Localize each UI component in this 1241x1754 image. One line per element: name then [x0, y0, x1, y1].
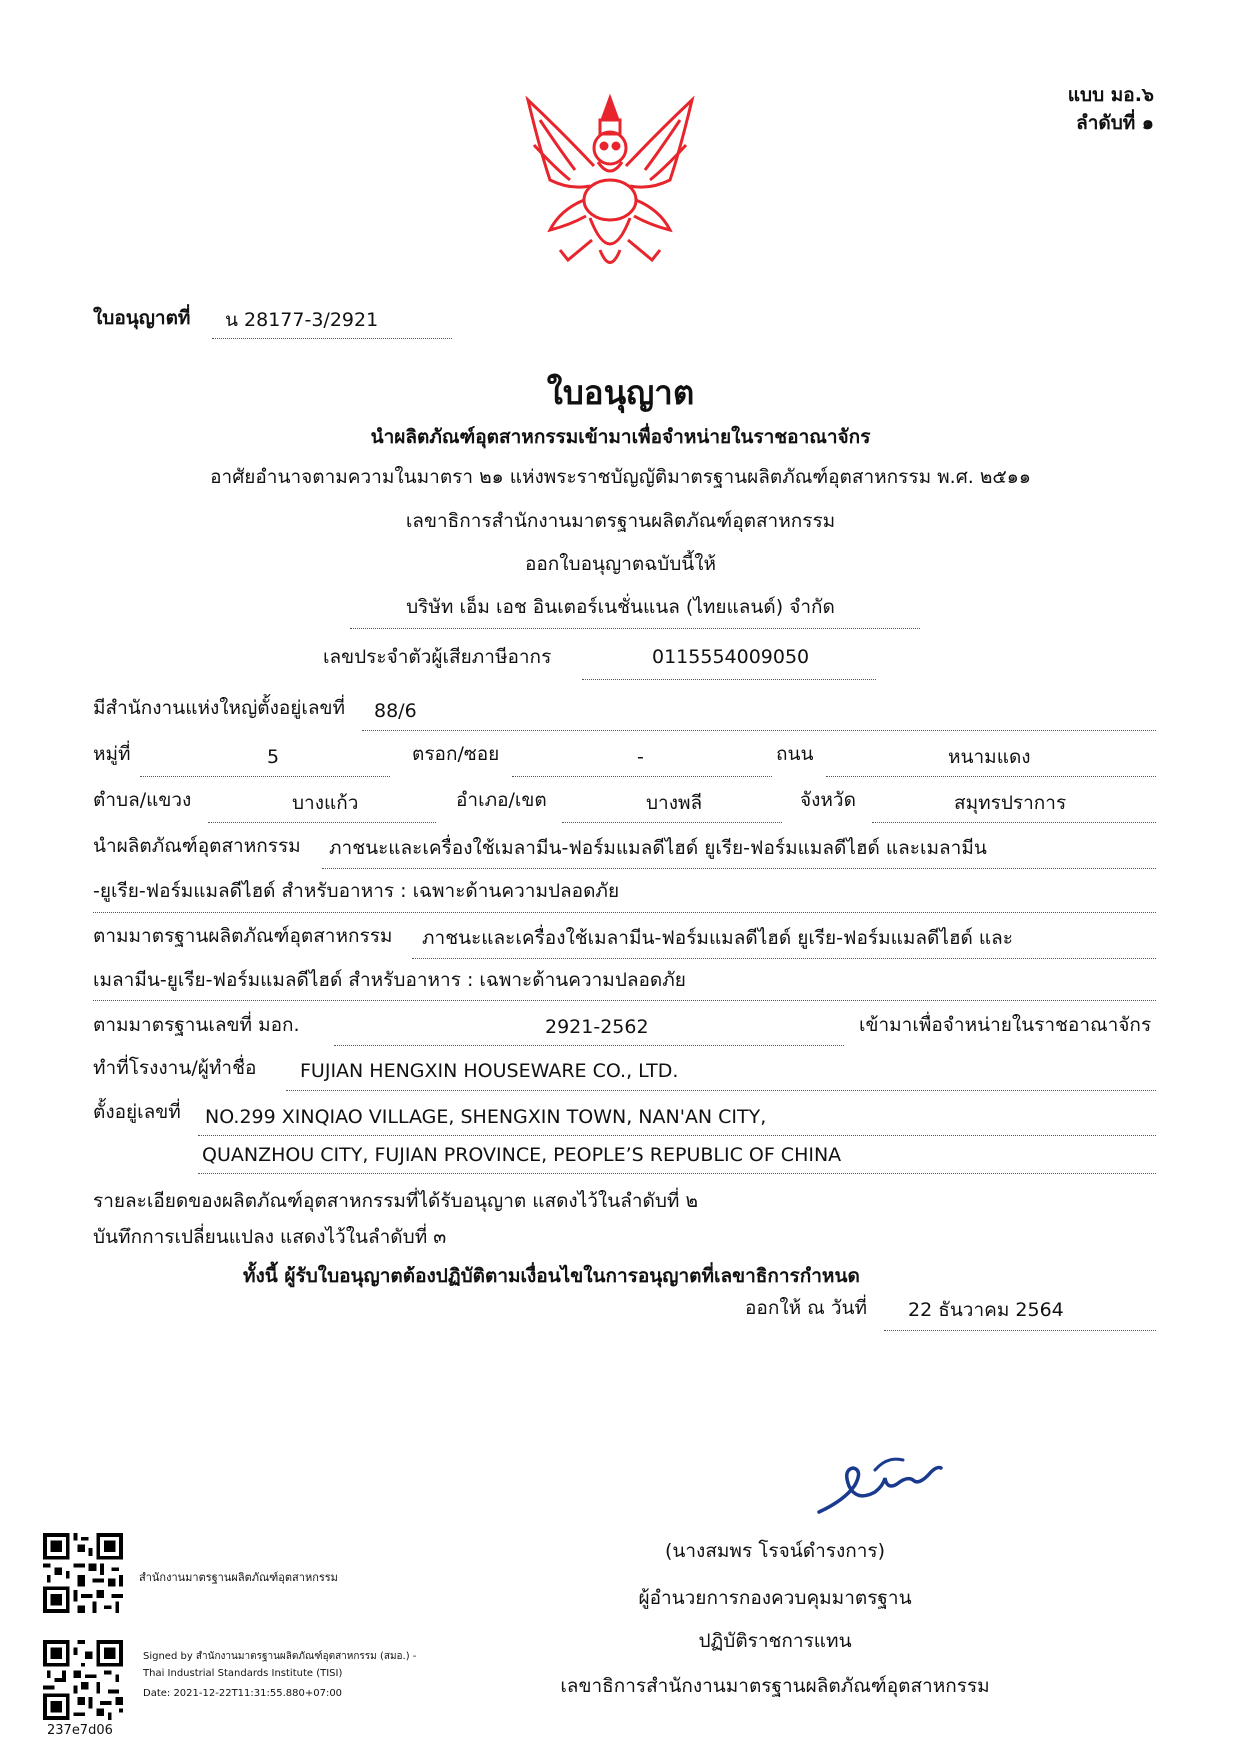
hq-value: 88/6 [374, 700, 417, 722]
issue-date-label: ออกให้ ณ วันที่ [745, 1297, 868, 1319]
changes-note: บันทึกการเปลี่ยนแปลง แสดงไว้ในลำดับที่ ๓ [93, 1226, 447, 1248]
issue-date-value: 22 ธันวาคม 2564 [908, 1299, 1064, 1321]
subdistrict-value: บางแก้ว [292, 792, 359, 814]
issue-to-line: ออกใบอนุญาตฉบับนี้ให้ [524, 553, 717, 575]
signatory-name: (นางสมพร โรจน์ดำรงการ) [664, 1540, 886, 1562]
qr-code-icon [43, 1533, 123, 1613]
issuer-line: เลขาธิการสำนักงานมาตรฐานผลิตภัณฑ์อุตสาหกรรม [405, 510, 836, 532]
standard-no-label: ตามมาตรฐานเลขที่ มอก. [93, 1014, 300, 1036]
page-title: ใบอนุญาต [546, 373, 695, 412]
moo-value: 5 [267, 746, 280, 768]
signatory-position: ผู้อำนวยการกองควบคุมมาตรฐาน [638, 1587, 912, 1609]
footer-signed-by: Signed by สำนักงานมาตรฐานผลิตภัณฑ์อุตสาหกรรม (สมอ.) - [143, 1651, 417, 1662]
license-no-value: น 28177-3/2921 [225, 309, 379, 331]
footer-signed-org: Thai Industrial Standards Institute (TISI) [143, 1668, 343, 1679]
factory-addr-label: ตั้งอยู่เลขที่ [93, 1101, 181, 1123]
moo-label: หมู่ที่ [93, 743, 131, 765]
product-label: นำผลิตภัณฑ์อุตสาหกรรม [93, 835, 301, 857]
garuda-emblem-icon [520, 90, 700, 280]
road-value: หนามแดง [948, 746, 1031, 768]
signatory-title: เลขาธิการสำนักงานมาตรฐานผลิตภัณฑ์อุตสาหกรรม [560, 1675, 990, 1697]
form-code: แบบ มอ.๖ [1067, 84, 1154, 106]
signature-icon [815, 1450, 945, 1520]
license-no-label: ใบอนุญาตที่ [93, 307, 191, 329]
factory-addr-line2: QUANZHOU CITY, FUJIAN PROVINCE, PEOPLE’S REPUBLIC OF CHINA [202, 1144, 842, 1166]
tax-id-value: 0115554009050 [652, 646, 810, 668]
soi-value: - [637, 746, 644, 768]
product-line1: ภาชนะและเครื่องใช้เมลามีน-ฟอร์มแมลดีไฮด์ ยูเรีย-ฟอร์มแมลดีไฮด์ และเมลามีน [329, 837, 987, 859]
district-value: บางพลี [646, 792, 703, 814]
soi-label: ตรอก/ซอย [412, 743, 500, 765]
factory-addr-line1: NO.299 XINQIAO VILLAGE, SHENGXIN TOWN, NAN'AN CITY, [205, 1106, 767, 1128]
import-text: เข้ามาเพื่อจำหน่ายในราชอาณาจักร [859, 1014, 1152, 1036]
province-label: จังหวัด [800, 789, 856, 811]
product-line2: -ยูเรีย-ฟอร์มแมลดีไฮด์ สำหรับอาหาร : เฉพาะด้านความปลอดภัย [93, 880, 620, 902]
page-subtitle: นำผลิตภัณฑ์อุตสาหกรรมเข้ามาเพื่อจำหน่ายในราชอาณาจักร [370, 426, 871, 448]
signatory-acting: ปฏิบัติราชการแทน [698, 1630, 852, 1652]
footer-signed-date: Date: 2021-12-22T11:31:55.880+07:00 [143, 1688, 343, 1699]
details-note: รายละเอียดของผลิตภัณฑ์อุตสาหกรรมที่ได้รับอนุญาต แสดงไว้ในลำดับที่ ๒ [93, 1190, 698, 1212]
footer-doc-code: 237e7d06 [47, 1723, 113, 1738]
province-value: สมุทรปราการ [954, 792, 1067, 814]
tax-id-label: เลขประจำตัวผู้เสียภาษีอากร [323, 646, 552, 668]
form-order: ลำดับที่ ๑ [1076, 112, 1154, 134]
standard-line2: เมลามีน-ยูเรีย-ฟอร์มแมลดีไฮด์ สำหรับอาหาร : เฉพาะด้านความปลอดภัย [93, 969, 686, 991]
road-label: ถนน [776, 743, 814, 765]
subdistrict-label: ตำบล/แขวง [93, 789, 192, 811]
authority-line: อาศัยอำนาจตามความในมาตรา ๒๑ แห่งพระราชบัญญัติมาตรฐานผลิตภัณฑ์อุตสาหกรรม พ.ศ. ๒๕๑๑ [210, 466, 1031, 488]
company-name: บริษัท เอ็ม เอช อินเตอร์เนชั่นแนล (ไทยแลนด์) จำกัด [406, 596, 835, 618]
hq-label: มีสำนักงานแห่งใหญ่ตั้งอยู่เลขที่ [93, 697, 346, 719]
signature-qr-code-icon [43, 1640, 123, 1720]
standard-no-value: 2921-2562 [545, 1016, 649, 1038]
condition-note: ทั้งนี้ ผู้รับใบอนุญาตต้องปฏิบัติตามเงื่อนไขในการอนุญาตที่เลขาธิการกำหนด [243, 1265, 860, 1287]
factory-name: FUJIAN HENGXIN HOUSEWARE CO., LTD. [300, 1060, 679, 1082]
factory-label: ทำที่โรงงาน/ผู้ทำชื่อ [93, 1057, 257, 1079]
district-label: อำเภอ/เขต [456, 789, 547, 811]
standard-line1: ภาชนะและเครื่องใช้เมลามีน-ฟอร์มแมลดีไฮด์ ยูเรีย-ฟอร์มแมลดีไฮด์ และ [422, 927, 1014, 949]
footer-office: สำนักงานมาตรฐานผลิตภัณฑ์อุตสาหกรรม [139, 1571, 338, 1584]
standard-label: ตามมาตรฐานผลิตภัณฑ์อุตสาหกรรม [93, 925, 393, 947]
